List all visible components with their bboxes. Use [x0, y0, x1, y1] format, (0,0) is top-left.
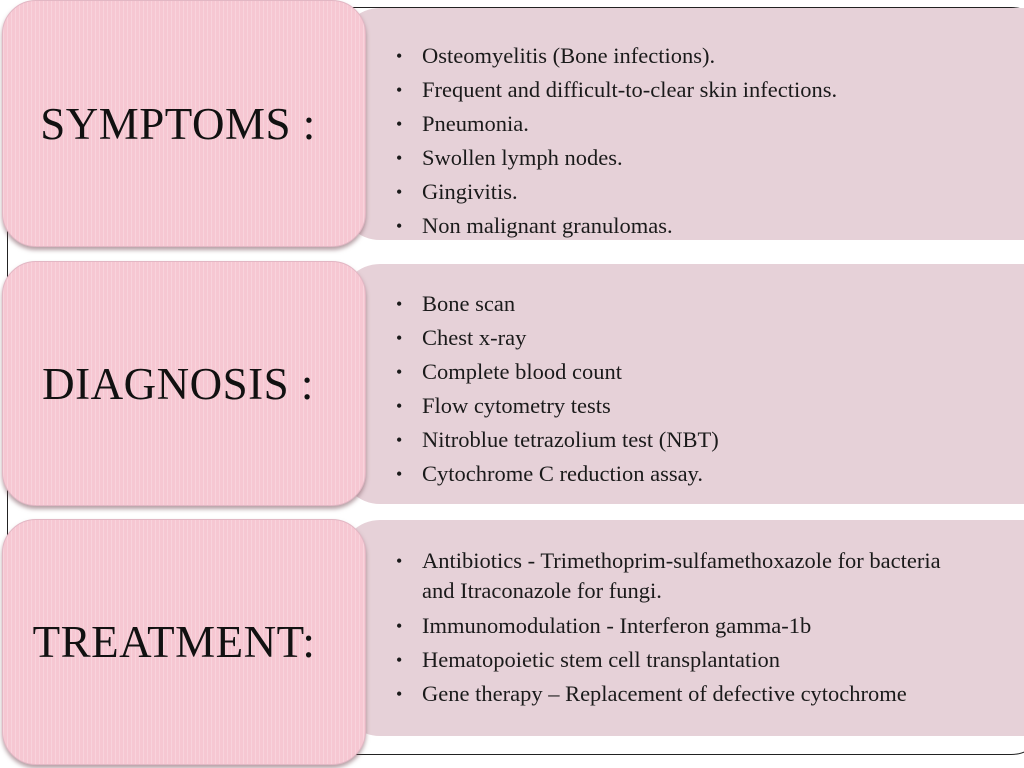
- list-item-text: Nitroblue tetrazolium test (NBT): [422, 427, 719, 452]
- diagnosis-label-box: [2, 261, 366, 506]
- list-item-text: Antibiotics - Trimethoprim-sulfamethoxazole for bacteria and Itraconazole for fungi.: [422, 548, 941, 603]
- treatment-row: [0, 516, 1024, 768]
- diagnosis-list: [394, 287, 1024, 491]
- list-item-text: Gene therapy – Replacement of defective cytochrome: [422, 681, 907, 706]
- bullet-icon: •: [396, 362, 403, 382]
- treatment-list: [394, 546, 1024, 711]
- treatment-label-box: [2, 519, 366, 765]
- bullet-icon: •: [396, 430, 403, 450]
- symptoms-row: [0, 0, 1024, 250]
- symptoms-label-box: [2, 0, 366, 247]
- list-item: [394, 321, 1024, 355]
- bullet-icon: •: [396, 616, 403, 636]
- treatment-content-panel: [340, 520, 1024, 736]
- diagnosis-content-panel: [340, 264, 1024, 504]
- list-item: [394, 287, 1024, 321]
- list-item: [394, 73, 1024, 107]
- list-item: [394, 107, 1024, 141]
- list-item-text: Bone scan: [422, 291, 516, 316]
- list-item-text: Hematopoietic stem cell transplantation: [422, 647, 781, 672]
- list-item-text: Cytochrome C reduction assay.: [422, 461, 703, 486]
- list-item: [394, 546, 962, 606]
- list-item: [394, 609, 1024, 643]
- bullet-icon: •: [396, 684, 403, 704]
- bullet-icon: •: [396, 328, 403, 348]
- list-item: [394, 141, 1024, 175]
- list-item-text: Non malignant granulomas.: [422, 213, 673, 238]
- list-item-text: Swollen lymph nodes.: [422, 145, 623, 170]
- bullet-icon: •: [396, 650, 403, 670]
- symptoms-content-panel: [340, 8, 1024, 240]
- bullet-icon: •: [396, 148, 403, 168]
- bullet-icon: •: [396, 114, 403, 134]
- list-item: [394, 39, 1024, 73]
- list-item-text: Frequent and difficult-to-clear skin infections.: [422, 77, 838, 102]
- list-item: [394, 355, 1024, 389]
- diagnosis-row: [0, 258, 1024, 508]
- list-item-text: Chest x-ray: [422, 325, 527, 350]
- list-item-text: Gingivitis.: [422, 179, 518, 204]
- list-item: [394, 423, 1024, 457]
- bullet-icon: •: [396, 46, 403, 66]
- bullet-icon: •: [396, 396, 403, 416]
- list-item: [394, 677, 1024, 711]
- symptoms-heading: SYMPTOMS :: [40, 98, 316, 149]
- bullet-icon: •: [396, 294, 403, 314]
- list-item-text: Flow cytometry tests: [422, 393, 611, 418]
- bullet-icon: •: [396, 80, 403, 100]
- list-item: [394, 209, 1024, 243]
- list-item-text: Osteomyelitis (Bone infections).: [422, 43, 716, 68]
- bullet-icon: •: [396, 464, 403, 484]
- symptoms-list: [394, 39, 1024, 243]
- bullet-icon: •: [396, 216, 403, 236]
- list-item-text: Pneumonia.: [422, 111, 529, 136]
- list-item: [394, 643, 1024, 677]
- list-item-text: Complete blood count: [422, 359, 622, 384]
- list-item: [394, 389, 1024, 423]
- list-item: [394, 175, 1024, 209]
- bullet-icon: •: [396, 551, 403, 571]
- treatment-heading: TREATMENT:: [32, 617, 316, 667]
- bullet-icon: •: [396, 182, 403, 202]
- list-item-text: Immunomodulation - Interferon gamma-1b: [422, 613, 812, 638]
- diagnosis-heading: DIAGNOSIS :: [42, 358, 314, 409]
- list-item: [394, 457, 1024, 491]
